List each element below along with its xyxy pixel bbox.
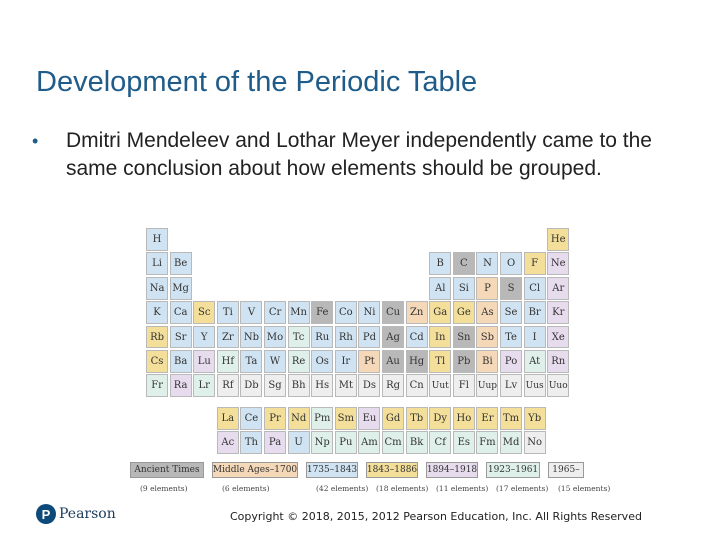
element-co: Co xyxy=(335,301,357,324)
element-nd: Nd xyxy=(288,407,310,430)
discovery-era-legend xyxy=(130,462,611,496)
element-pt: Pt xyxy=(358,350,380,373)
element-ir: Ir xyxy=(335,350,357,373)
element-hf: Hf xyxy=(217,350,239,373)
element-ru: Ru xyxy=(311,326,333,349)
element-pu: Pu xyxy=(335,431,357,454)
legend-swatch-6: 1965– xyxy=(548,462,584,478)
element-c: C xyxy=(453,252,475,275)
element-db: Db xyxy=(240,374,262,397)
element-bh: Bh xyxy=(288,374,310,397)
element-ac: Ac xyxy=(217,431,239,454)
element-i: I xyxy=(524,326,546,349)
legend-count-5: (17 elements) xyxy=(496,484,549,493)
element-pm: Pm xyxy=(311,407,333,430)
element-he: He xyxy=(547,228,569,251)
element-cn: Cn xyxy=(406,374,428,397)
legend-swatch-0: Ancient Times xyxy=(130,462,204,478)
element-am: Am xyxy=(358,431,380,454)
element-br: Br xyxy=(524,301,546,324)
element-rn: Rn xyxy=(547,350,569,373)
element-in: In xyxy=(429,326,451,349)
legend-swatch-1: Middle Ages–1700 xyxy=(212,462,298,478)
legend-count-1: (6 elements) xyxy=(222,484,270,493)
bullet-text: Dmitri Mendeleev and Lothar Meyer independently came to the same conclusion about how elements should be grouped. xyxy=(66,129,652,180)
legend-swatch-5: 1923–1961 xyxy=(486,462,540,478)
element-mt: Mt xyxy=(335,374,357,397)
element-ra: Ra xyxy=(170,374,192,397)
element-tc: Tc xyxy=(288,326,310,349)
element-os: Os xyxy=(311,350,333,373)
element-al: Al xyxy=(429,277,451,300)
element-li: Li xyxy=(146,252,168,275)
element-tl: Tl xyxy=(429,350,451,373)
element-p: P xyxy=(476,277,498,300)
element-rb: Rb xyxy=(146,326,168,349)
element-xe: Xe xyxy=(547,326,569,349)
element-b: B xyxy=(429,252,451,275)
legend-count-2: (42 elements) xyxy=(316,484,369,493)
element-pr: Pr xyxy=(264,407,286,430)
element-th: Th xyxy=(240,431,262,454)
element-na: Na xyxy=(146,277,168,300)
pearson-logo-icon: P xyxy=(36,504,56,524)
element-cu: Cu xyxy=(382,301,404,324)
element-mn: Mn xyxy=(288,301,310,324)
slide-title: Development of the Periodic Table xyxy=(36,66,478,98)
element-sg: Sg xyxy=(264,374,286,397)
element-zr: Zr xyxy=(217,326,239,349)
element-mg: Mg xyxy=(170,277,192,300)
legend-count-3: (18 elements) xyxy=(376,484,429,493)
element-zn: Zn xyxy=(406,301,428,324)
element-po: Po xyxy=(500,350,522,373)
element-s: S xyxy=(500,277,522,300)
element-u: U xyxy=(288,431,310,454)
element-rf: Rf xyxy=(217,374,239,397)
element-cd: Cd xyxy=(406,326,428,349)
element-es: Es xyxy=(453,431,475,454)
element-fe: Fe xyxy=(311,301,333,324)
element-fl: Fl xyxy=(453,374,475,397)
element-ag: Ag xyxy=(382,326,404,349)
legend-swatch-3: 1843–1886 xyxy=(366,462,418,478)
element-cl: Cl xyxy=(524,277,546,300)
element-lr: Lr xyxy=(193,374,215,397)
element-sn: Sn xyxy=(453,326,475,349)
element-y: Y xyxy=(193,326,215,349)
element-ds: Ds xyxy=(358,374,380,397)
pearson-logo xyxy=(36,502,116,526)
element-dy: Dy xyxy=(429,407,451,430)
legend-swatch-4: 1894–1918 xyxy=(426,462,478,478)
element-ga: Ga xyxy=(429,301,451,324)
element-ne: Ne xyxy=(547,252,569,275)
element-tm: Tm xyxy=(500,407,522,430)
element-as: As xyxy=(476,301,498,324)
element-cm: Cm xyxy=(382,431,404,454)
element-ar: Ar xyxy=(547,277,569,300)
element-no: No xyxy=(524,431,546,454)
element-er: Er xyxy=(476,407,498,430)
element-w: W xyxy=(264,350,286,373)
element-h: H xyxy=(146,228,168,251)
element-cf: Cf xyxy=(429,431,451,454)
element-nb: Nb xyxy=(240,326,262,349)
element-n: N xyxy=(476,252,498,275)
element-cs: Cs xyxy=(146,350,168,373)
element-fr: Fr xyxy=(146,374,168,397)
element-ni: Ni xyxy=(358,301,380,324)
element-hs: Hs xyxy=(311,374,333,397)
element-re: Re xyxy=(288,350,310,373)
element-pd: Pd xyxy=(358,326,380,349)
element-ta: Ta xyxy=(240,350,262,373)
element-be: Be xyxy=(170,252,192,275)
element-md: Md xyxy=(500,431,522,454)
element-hg: Hg xyxy=(406,350,428,373)
element-ti: Ti xyxy=(217,301,239,324)
element-kr: Kr xyxy=(547,301,569,324)
element-au: Au xyxy=(382,350,404,373)
element-uus: Uus xyxy=(524,374,546,397)
element-np: Np xyxy=(311,431,333,454)
element-bk: Bk xyxy=(406,431,428,454)
element-tb: Tb xyxy=(406,407,428,430)
legend-count-4: (11 elements) xyxy=(436,484,489,493)
element-yb: Yb xyxy=(524,407,546,430)
element-o: O xyxy=(500,252,522,275)
element-sm: Sm xyxy=(335,407,357,430)
element-f: F xyxy=(524,252,546,275)
element-mo: Mo xyxy=(264,326,286,349)
element-te: Te xyxy=(500,326,522,349)
copyright-notice: Copyright © 2018, 2015, 2012 Pearson Education, Inc. All Rights Reserved xyxy=(230,510,642,523)
element-se: Se xyxy=(500,301,522,324)
element-gd: Gd xyxy=(382,407,404,430)
legend-count-0: (9 elements) xyxy=(140,484,188,493)
element-sc: Sc xyxy=(193,301,215,324)
element-fm: Fm xyxy=(476,431,498,454)
pearson-logo-text: Pearson xyxy=(59,506,116,522)
element-at: At xyxy=(524,350,546,373)
legend-count-6: (15 elements) xyxy=(558,484,611,493)
element-ge: Ge xyxy=(453,301,475,324)
legend-swatch-2: 1735–1843 xyxy=(306,462,358,478)
element-v: V xyxy=(240,301,262,324)
element-sb: Sb xyxy=(476,326,498,349)
element-uuo: Uuo xyxy=(547,374,569,397)
element-uup: Uup xyxy=(476,374,498,397)
element-ca: Ca xyxy=(170,301,192,324)
bullet-marker: • xyxy=(32,131,39,151)
element-ce: Ce xyxy=(240,407,262,430)
element-ho: Ho xyxy=(453,407,475,430)
element-pa: Pa xyxy=(264,431,286,454)
element-pb: Pb xyxy=(453,350,475,373)
element-bi: Bi xyxy=(476,350,498,373)
element-rh: Rh xyxy=(335,326,357,349)
element-rg: Rg xyxy=(382,374,404,397)
element-cr: Cr xyxy=(264,301,286,324)
element-eu: Eu xyxy=(358,407,380,430)
periodic-table-figure xyxy=(146,228,576,456)
element-lv: Lv xyxy=(500,374,522,397)
element-si: Si xyxy=(453,277,475,300)
element-ba: Ba xyxy=(170,350,192,373)
element-k: K xyxy=(146,301,168,324)
element-uut: Uut xyxy=(429,374,451,397)
element-la: La xyxy=(217,407,239,430)
element-sr: Sr xyxy=(170,326,192,349)
element-lu: Lu xyxy=(193,350,215,373)
